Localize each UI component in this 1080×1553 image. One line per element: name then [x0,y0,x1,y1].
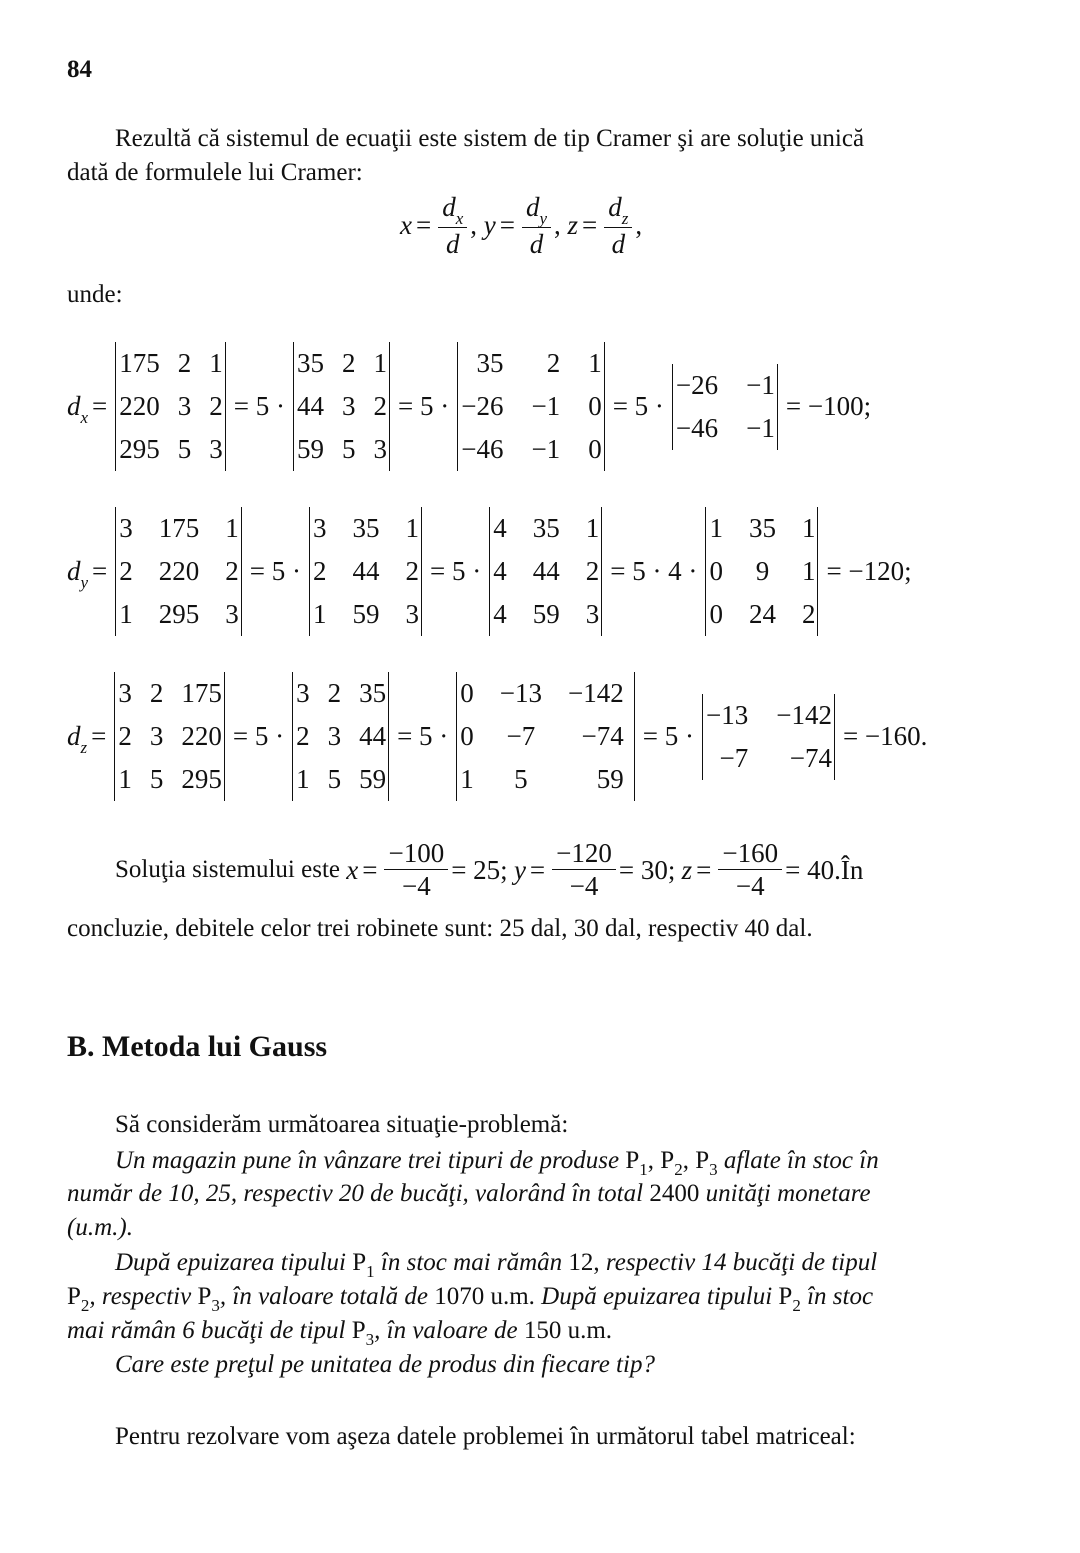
dx-result: = −100; [785,391,872,421]
solution-line-1: Soluţia sistemului este x = $\frac{-100}{-4}$ = 25; y = $\frac{-120}{-4}$ = 30; z = $\frac{-160}{-4}$ = 40. În [115,838,864,901]
problem-para-1-line-3: (u.m.). [67,1214,133,1241]
dx-determinant-1: 175 2 1 220 3 2 295 5 3 [115,342,226,471]
dy-equation: $d_y$ = 3 175 1 2 220 2 1 295 3 = 5 · 3 35 1 2 44 2 1 59 3 = 5 · 4 35 1 4 44 2 4 59 3 = 5 · 4 · 1 35 1 0 9 1 0 24 2 = −120; [67,507,916,636]
dz-equation: $d_z$ = 3 2 175 2 3 220 1 5 295 = 5 · 3 2 35 2 3 44 1 5 59 = 5 · 0 −13 −142 0 −7 −74 1 5 59 = 5 · −13 −142 −7 −74 = −160. [67,672,931,801]
fraction-x-solution: $\frac{-100}{-4}$ [384,838,448,901]
dz-determinant-4: −13 −142 −7 −74 [702,694,835,780]
problem-intro: Să considerăm următoarea situaţie-problemă: [115,1111,569,1138]
fraction-dy-d: $\frac{d_y}{d}$ [522,192,551,259]
dy-determinant-3: 4 35 1 4 44 2 4 59 3 [489,507,602,636]
problem-question: Care este preţul pe unitatea de produs din fiecare tip? [115,1351,655,1378]
dx-equation: $d_x$ = 175 2 1 220 3 2 295 5 3 = 5 · 35 2 1 44 3 2 59 5 3 = 5 · 35 2 1 −26 −1 0 −46 −1 0 = 5 · −26 −1 −46 −1 = −100; [67,342,875,471]
intro-line-1: Rezultă că sistemul de ecuaţii este sistem de tip Cramer şi are soluţie unică [115,125,865,152]
problem-para-1-line-2: număr de 10, 25, respectiv 20 de bucăţi, valorând în total 2400 unităţi monetare [67,1180,871,1207]
section-heading: B. Metoda lui Gauss [67,1030,328,1063]
cramer-formulas: x = $\frac{d_x}{d}$ , y = $\frac{d_y}{d}$ , z = $\frac{d_z}{d}$ , [400,192,643,259]
closing-line: Pentru rezolvare vom aşeza datele problemei în următorul tabel matriceal: [115,1423,856,1450]
problem-para-2-line-1: După epuizarea tipului $P_1$ în stoc mai rămân 12, respectiv 14 bucăţi de tipul [115,1249,878,1281]
fraction-z-solution: $\frac{-160}{-4}$ [718,838,782,901]
dz-result: = −160. [842,721,928,751]
dz-determinant-1: 3 2 175 2 3 220 1 5 295 [114,672,225,801]
dz-determinant-2: 3 2 35 2 3 44 1 5 59 [292,672,389,801]
dx-determinant-3: 35 2 1 −26 −1 0 −46 −1 0 [457,342,604,471]
dz-determinant-3: 0 −13 −142 0 −7 −74 1 5 59 [456,672,634,801]
dy-determinant-4: 1 35 1 0 9 1 0 24 2 [705,507,818,636]
dy-result: = −120; [826,556,912,586]
problem-para-2-line-2: $P_2$, respectiv $P_3$, în valoare totală de 1070 u.m. După epuizarea tipului $P_2$ în stoc [67,1283,874,1315]
page-number: 84 [67,56,92,83]
var-x: x [400,210,412,240]
fraction-dz-d: $\frac{d_z}{d}$ [604,192,632,259]
problem-para-2-line-3: mai rămân 6 bucăţi de tipul $P_3$, în valoare de 150 u.m. [67,1317,613,1349]
fraction-dx-d: $\frac{d_x}{d}$ [438,192,467,259]
dy-determinant-2: 3 35 1 2 44 2 1 59 3 [309,507,422,636]
var-y: y [483,210,496,240]
fraction-y-solution: $\frac{-120}{-4}$ [552,838,616,901]
dx-determinant-2: 35 2 1 44 3 2 59 5 3 [293,342,390,471]
problem-para-1-line-1: Un magazin pune în vânzare trei tipuri de produse $P_1$, $P_2$, $P_3$ aflate în stoc în [115,1147,879,1179]
intro-line-2: dată de formulele lui Cramer: [67,159,363,186]
unde-label: unde: [67,281,123,308]
dx-determinant-4: −26 −1 −46 −1 [672,364,778,450]
dy-determinant-1: 3 175 1 2 220 2 1 295 3 [115,507,242,636]
var-z: z [567,210,579,240]
solution-line-2: concluzie, debitele celor trei robinete sunt: 25 dal, 30 dal, respectiv 40 dal. [67,915,813,942]
